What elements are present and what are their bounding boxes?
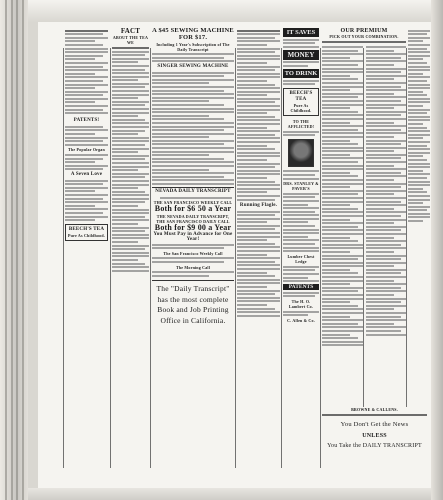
- column-2: [152, 28, 234, 480]
- morning-call: The Morning Call: [175, 264, 211, 270]
- both-900-offer: Both for $9 00 a Year: [154, 222, 232, 232]
- beech-tea-ad-left: BEECH'S TEA Pure As Childhood.: [65, 224, 108, 241]
- column-0: [65, 28, 108, 480]
- column-3: [237, 28, 280, 480]
- fact-subheading: ABOUT THE TEA WE: [112, 35, 149, 46]
- column-1: [112, 28, 149, 480]
- portrait-image: [288, 139, 314, 167]
- it-saves-heading: IT SAVES: [283, 28, 319, 37]
- sewing-machine-headline: A $45 SEWING MACHINE FOR $17.: [152, 28, 234, 41]
- premium-heading: OUR PREMIUM: [340, 28, 388, 34]
- beech-tea-ad-right: BEECH'S TEA Pure As Childhood.: [283, 88, 319, 116]
- newspaper-sheet: [38, 22, 431, 488]
- take-transcript-line: You Take the DAILY TRANSCRIPT: [327, 443, 422, 450]
- lumber-heading: Lumber Chest Ledge: [287, 254, 315, 265]
- sewing-machine-sub: Including 1 Year's Subscription of The Daily Transcript: [156, 41, 230, 52]
- seven-love-heading: A Seven Love: [70, 171, 103, 177]
- nevada-transcript-title: NEVADA DAILY TRANSCRIPT: [155, 189, 231, 194]
- column-4: [283, 28, 319, 480]
- sf-daily-call: THE SAN FRANCISCO DAILY CALL: [156, 218, 230, 224]
- bottom-right-ad: [322, 407, 427, 482]
- both-650-offer: Both for $6 50 a Year: [154, 204, 232, 214]
- fact-heading: FACT: [120, 28, 141, 35]
- pick-out-heading: PICK OUT YOUR COMBINATION.: [329, 34, 399, 40]
- browne-callens: BROWNE & CALLENS.: [351, 407, 398, 412]
- no-news-line: You Don't Get the News: [340, 421, 409, 428]
- sf-weekly-call-2: The San Francisco Weekly Call: [163, 250, 223, 256]
- money-heading: MONEY: [283, 50, 319, 60]
- to-drink-heading: TO DRINK: [284, 69, 318, 77]
- unless-line: UNLESS: [362, 432, 387, 439]
- patents-heading: PATENTS!: [73, 118, 100, 124]
- column-6: [408, 28, 430, 406]
- bottom-page-curl: [28, 488, 431, 500]
- running-flagle-heading: Running Flagle.: [239, 202, 278, 208]
- stacked-page-edges: [0, 0, 28, 500]
- c-allen-heading: C. Allen & Co.: [287, 318, 315, 324]
- daily-transcript-ad: The "Daily Transcript": [156, 283, 230, 293]
- top-page-curl: [28, 0, 431, 22]
- advance-notice: You Must Pay in Advance for One Year!: [153, 231, 233, 242]
- patents-block: PATENTS: [283, 284, 319, 290]
- most-complete: has the most complete: [157, 294, 229, 304]
- sf-weekly-call: THE SAN FRANCISCO WEEKLY CALL: [153, 200, 233, 206]
- popular-organ-heading: The Popular Organ: [68, 147, 105, 153]
- office-california: Office in California.: [160, 316, 226, 326]
- singer-heading: SINGER SEWING MACHINE: [157, 64, 229, 69]
- right-page-edge: [431, 0, 443, 500]
- ndt-line: THE NEVADA DAILY TRANSCRIPT,: [156, 213, 230, 219]
- book-job-printing: Book and Job Printing: [157, 305, 229, 315]
- lambert-heading: The H. O. Lambert Co.: [288, 298, 314, 309]
- afflicted-heading: TO THE AFFLICTED!: [287, 119, 315, 130]
- stanley-heading: DRS. STANLEY & PAVER'S: [283, 181, 319, 192]
